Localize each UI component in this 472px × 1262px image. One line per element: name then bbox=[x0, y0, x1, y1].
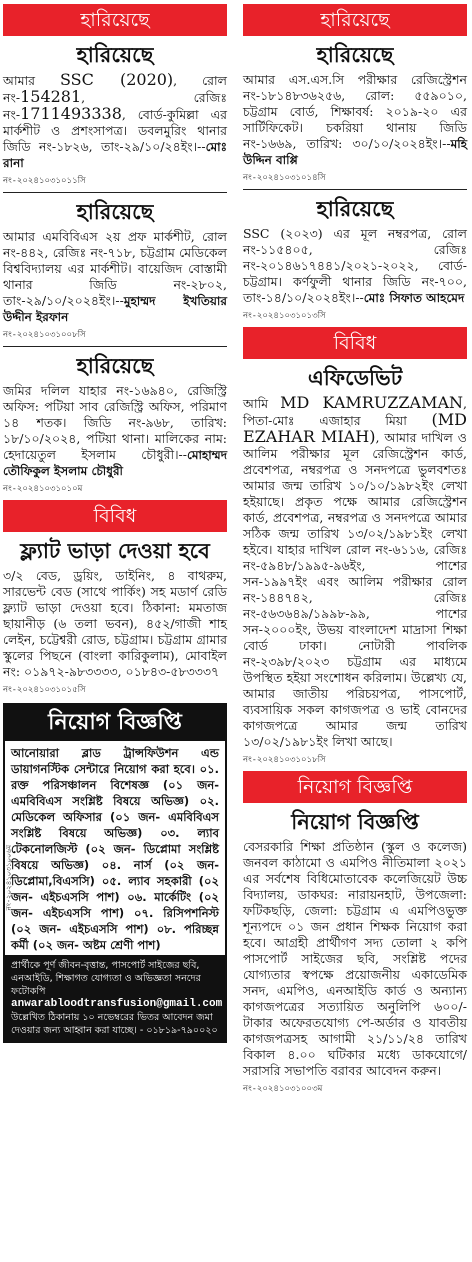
ad-text: SSC (2020) bbox=[60, 70, 174, 89]
ad-code: নং-২০২৪১০৩১০১৪সি bbox=[243, 173, 326, 183]
ad-person-name: MD KAMRUZZAMAN bbox=[280, 393, 464, 412]
ad-body bbox=[3, 383, 227, 479]
classified-ad bbox=[243, 365, 467, 767]
ad-code: নং-২০২৪১০৩১০১৩সি bbox=[243, 311, 326, 321]
job-ad-title: নিয়োগ বিজ্ঞপ্তি bbox=[5, 705, 225, 741]
ad-body bbox=[3, 72, 227, 171]
job-ad-footer bbox=[5, 955, 225, 1041]
divider bbox=[243, 189, 467, 190]
ad-signer: মহি উদ্দিন বাপ্পি bbox=[243, 137, 467, 167]
section-header-lost: হারিয়েছে bbox=[243, 4, 467, 36]
divider bbox=[3, 192, 227, 193]
ad-text: SSC (২০২৩) এর মূল নম্বরপত্র, রোল নং-১১৫৪০৫, রেজিঃ নং-২০১৪৬১৭৪৪১/২০২১-২০২২, বোর্ড- চট্টগ্রাম। কর্ণফুলী থানার জিডি নং-৭০০, তাং-১৪/১০/২০২৪ইং।-- bbox=[243, 226, 467, 305]
classified-ad bbox=[3, 42, 227, 188]
job-ad-box bbox=[3, 703, 227, 1043]
ad-signer: মোহাম্মদ তৌফিকুল ইসলাম চৌধুরী bbox=[3, 448, 227, 478]
classified-ad bbox=[243, 196, 467, 323]
ad-code: নং-২০২৪১০৩১০১৮সি bbox=[243, 755, 326, 765]
classified-ad bbox=[243, 42, 467, 185]
job-ad-email: anwarabloodtransfusion@gmail.com bbox=[11, 998, 223, 1010]
ad-text: , আমার দাখিল ও আলিম পরীক্ষার মূল রেজিস্ট্রেশন কার্ড, প্রবেশপত্র, নম্বরপত্র ও সনদপত্রে ভুলবশতঃ আমার জন্ম তারিখ ১০/১০/১৯৮২ইং লেখা হইয়াছে। প্রকৃত পক্ষে আমার রেজিস্ট্রেশন কার্ড, প্রবেশপত্র, নম্বরপত্র ও সনদপত্রে আমার সঠিক জন্ম তারিখ ১৩/০২/১৯৮১ইং লেখা হইবে। যাহার দাখিল রোল নং-৬১১৬, রেজিঃ নং-৫৯৪৮/১৯৯৫-৯৬ইং, পাশের সন-১৯৯৭ইং এবং আলিম পরীক্ষার রোল নং-১৪৪৭৪২, রেজিঃ নং-৫৬৩৬৪৯/১৯৯৮-৯৯, পাশের সন-২০০০ইং, উভয় বাংলাদেশ মাদ্রাসা শিক্ষা বোর্ড ঢাকা। নোটারী পাবলিক নং-২৩৯৮/২০২৩ চট্টগ্রাম এর মাধ্যমে উপস্থিত হইয়া সংশোধন করিলাম। উল্লেখ্য যে, আমার জাতীয় পরিচয়পত্র, পাসপোর্ট, ব্যবসায়িক সকল কাগজপত্র ও ভাই বোনদের কাগজপত্রে আমার জন্ম তারিখ ১৩/০২/১৯৮১ইং লিখা আছে। bbox=[243, 430, 467, 749]
ad-heading: ফ্ল্যাট ভাড়া দেওয়া হবে bbox=[20, 539, 210, 563]
ad-heading: হারিয়েছে bbox=[316, 197, 394, 221]
classified-ad bbox=[3, 353, 227, 496]
ad-heading: হারিয়েছে bbox=[316, 43, 394, 67]
classified-ad bbox=[243, 809, 467, 1096]
ad-text: , বোর্ড-কুমিল্লা এর মার্কশীট ও প্রশংসাপত্র। ডবলমুরিং থানার জিডি নং-১৮২৬, তাং-২৯/১০/২৪ইং।-- bbox=[3, 107, 227, 154]
ad-body bbox=[243, 72, 467, 168]
ad-father-name: (MD EZAHAR MIAH) bbox=[243, 410, 467, 446]
job-ad-footer-text: উল্লেখিত ঠিকানায় ১০ নভেম্বরের ভিতর আবেদন জমা দেওয়ার জন্য আহ্বান করা যাচ্ছে। - ০১৮১৯-৭৯০০২০ bbox=[11, 1012, 218, 1036]
ad-heading: নিয়োগ বিজ্ঞপ্তি bbox=[291, 810, 419, 834]
ad-text: জমির দলিল যাহার নং-১৬৯৪০, রেজিস্ট্রি অফিস: পটিয়া সাব রেজিস্ট্রি অফিস, পরিমাণ ১৪ শতক। জিডি নং-৯৬৮, তারিখ: ১৮/১০/২০২৪, পটিয়া থানা। মালিকের নাম: হেদায়েতুল ইসলাম চৌধুরী।-- bbox=[3, 383, 227, 462]
ad-text: আমি bbox=[243, 396, 281, 411]
ad-code: নং-২০২৪১০৩১০০৩ম bbox=[243, 1084, 323, 1094]
ad-code: নং-২০২৪১০৩১০০৮সি bbox=[3, 330, 86, 340]
section-header-misc: বিবিধ bbox=[243, 327, 467, 359]
ad-code: নং-২০২৪১০৩১০১১সি bbox=[3, 176, 86, 186]
ad-body: ৩/২ বেড, ড্রয়িং, ডাইনিং, ৪ বাথরুম, সারভেন্ট বেড (সাথে পার্কিং) সহ মডার্ণ রেডি ফ্ল্যাট ভাড়া দেওয়া হবে। ঠিকানা: মমতাজ ছায়ানীড় (৬ তলা ভবন), ৪৫২/গাজী শাহ লেইন, চট্টেশ্বরী রোড, চট্টগ্রাম। চট্টগ্রাম গ্রামার স্কুলের পিছনে (বাংলা কারিকুলাম), মোবাইল নং: ০১৯৭২-৯৮৩৩৩৩, ০১৮৪৩-৫৮৩৩৩৭ bbox=[3, 568, 227, 679]
ad-code: নং-২০২৪১০৩১০১৫সি bbox=[3, 685, 86, 695]
ad-text: , পিতা-মোঃ এজাহার মিয়া bbox=[243, 396, 468, 428]
ad-text: , রোল নং- bbox=[3, 73, 227, 105]
right-column bbox=[243, 0, 467, 1100]
job-ad-side-code: নং-২০২৪১০৩১০০৬ম bbox=[5, 845, 13, 911]
job-ad-body: আনোয়ারা ব্লাড ট্রান্সফিউশন এন্ড ডায়াগনস্টিক সেন্টারে নিয়োগ করা হবে। ০১. রক্ত পরিসঞ্চালন বিশেষজ্ঞ (০১ জন- এমবিবিএস সংশ্লিষ্ট বিষয়ে অভিজ্ঞ) ০২. মেডিকেল অফিসার (০১ জন- এমবিবিএস সংশ্লিষ্ট বিষয়ে অভিজ্ঞ) ০৩. ল্যাব টেকনোলজিস্ট (০২ জন- ডিপ্লোমা সংশ্লিষ্ট বিষয়ে অভিজ্ঞ) ০৪. নার্স (০২ জন- ডিপ্লোমা,বিএসসি) ০৫. ল্যাব সহকারী (০২ জন- এইচএসসি পাশ) ০৬. মার্কেটিং (০২ জন- এইচএসসি পাশ) ০৭. রিসিপশনিস্ট (০২ জন- এইচএসসি পাশ) ০৮. পরিচ্ছন্ন কর্মী (০২ জন- অষ্টম শ্রেণী পাশ) bbox=[11, 746, 219, 952]
section-header-misc: বিবিধ bbox=[3, 500, 227, 532]
ad-text: 154281 bbox=[20, 87, 82, 106]
ad-heading: হারিয়েছে bbox=[76, 200, 154, 224]
classified-ad bbox=[3, 199, 227, 342]
ad-text: , রেজিঃ নং- bbox=[3, 90, 227, 122]
ad-text: 1711493338 bbox=[20, 104, 122, 123]
left-column bbox=[3, 0, 227, 1043]
ad-body bbox=[243, 226, 467, 306]
ad-signer: মোঃ রানা bbox=[3, 140, 227, 170]
job-ad-footer-text: প্রার্থীকে পূর্ণ জীবন-বৃত্তান্ত, পাসপোর্ট সাইজের ছবি, এনআইডি, শিক্ষাগত যোগ্যতা ও অভিজ্ঞতা সনদের ফটোকপি bbox=[11, 960, 201, 997]
section-header-lost: হারিয়েছে bbox=[3, 4, 227, 36]
ad-heading: হারিয়েছে bbox=[76, 354, 154, 378]
ad-heading: এফিডেভিট bbox=[307, 366, 403, 390]
ad-body: বেসরকারি শিক্ষা প্রতিষ্ঠান (স্কুল ও কলেজ) জনবল কাঠামো ও এমপিও নীতিমালা ২০২১ এর সর্বশেষ বিধিমোতাবেক কলেজিয়েট উচ্চ বিদ্যালয়, ডাকঘর: নারায়নহাট, উপজেলা: ফটিকছড়ি, জেলা: চট্টগ্রাম এ এমপিওভুক্ত শূন্যপদে ০১ জন প্রধান শিক্ষক নিয়োগ করা হবে। আগ্রহী প্রার্থীগণ সদ্য তোলা ২ কপি পাসপোর্ট সাইজের ছবি, সংশ্লিষ্ট পদের যোগ্যতার স্বপক্ষে প্রয়োজনীয় একাডেমিক সনদ, এমপিও, এনআইডি কার্ড ও অন্যান্য কাগজপত্রের সত্যায়িত অনুলিপি ৬০০/- টাকার অফেরতযোগ্য পে-অর্ডার ও যাবতীয় কাগজপত্রসহ আগামী ২১/১১/২৪ তারিখ বিকাল ৪.০০ ঘটিকার মধ্যে ডাকযোগে/সরাসরি সভাপতি বরাবর আবেদন করুন। bbox=[243, 839, 467, 1078]
classified-ad bbox=[3, 538, 227, 697]
ad-body bbox=[3, 229, 227, 325]
ad-heading: হারিয়েছে bbox=[76, 43, 154, 67]
ad-text: আমার এমবিবিএস ২য় প্রফ মার্কশীট, রোল নং-৪৪২, রেজিঃ নং-৭১৮, চট্টগ্রাম মেডিকেল বিশ্ববিদ্যালয় এর মার্কশীট। বায়েজিদ বোস্তামী থানার জিডি নং-২৮০২, তাং-২৯/১০/২০২৪ইং।-- bbox=[3, 229, 227, 308]
divider bbox=[3, 346, 227, 347]
ad-signer: মোঃ সিফাত আহমেদ bbox=[363, 291, 465, 305]
ad-code: নং-২০২৪১০৩১০১০ম bbox=[3, 484, 83, 494]
ad-signer: মুহাম্মদ ইখতিয়ার উদ্দীন ইরফান bbox=[3, 294, 227, 324]
section-header-jobs: নিয়োগ বিজ্ঞপ্তি bbox=[243, 771, 467, 803]
ad-text: আমার এস.এস.সি পরীক্ষার রেজিস্ট্রেশন নং-১৮১৪৮৩৬২৫৬, রোল: ৫৫৯০১০, চট্টগ্রাম বোর্ড, শিক্ষাবর্ষ: ২০১৯-২০ এর সার্টিফিকেট। চকরিয়া থানায় জিডি নং-১৬৬৯, তারিখ: ৩০/১০/২০২৪ইং।-- bbox=[243, 72, 467, 151]
ad-body bbox=[243, 395, 467, 750]
ad-text: আমার bbox=[3, 73, 60, 88]
